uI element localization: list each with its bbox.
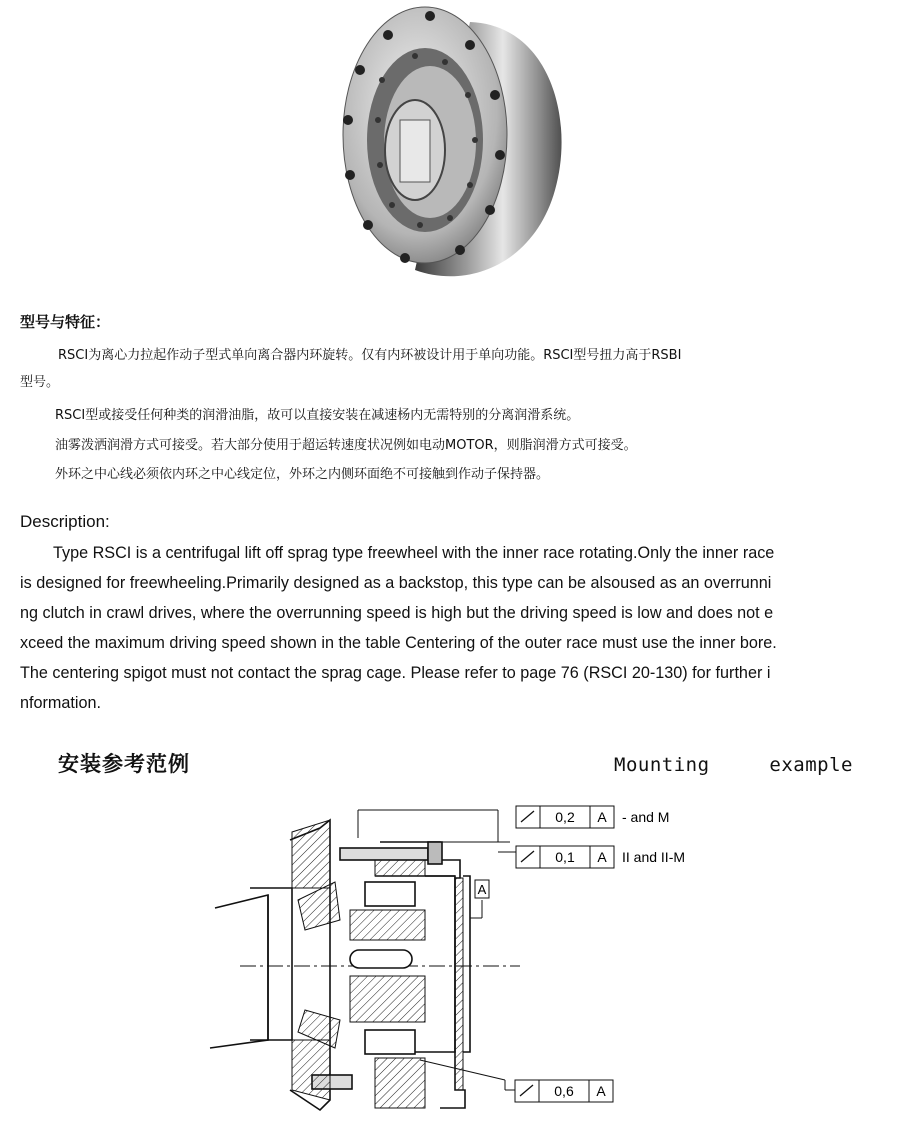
features-heading: 型号与特征： xyxy=(20,313,111,331)
tolerance-frame-2 xyxy=(498,846,685,868)
description-line-5: The centering spigot must not contact the sprag cage. Please refer to page 76 (RSCI 20-130) for further i xyxy=(20,664,771,682)
features-line-4: 油雾泼洒润滑方式可接受。若大部分使用于超运转速度状况例如电动MOTOR，则脂润滑方式可接受。 xyxy=(55,438,637,453)
datum-label: A xyxy=(477,882,487,897)
description-paragraph xyxy=(20,538,886,718)
tolerance-datum-3: A xyxy=(596,1083,606,1099)
description-line-3: ng clutch in crawl drives, where the overrunning speed is high but the driving speed is low and does not e xyxy=(20,604,774,622)
description-line-2: is designed for freewheeling.Primarily designed as a backstop, this type can be alsoused as an overrunni xyxy=(20,574,772,592)
mounting-title-en xyxy=(614,754,853,776)
tolerance-note-2: II and II-M xyxy=(622,849,686,865)
description-line-1: Type RSCI is a centrifugal lift off sprag type freewheel with the inner race rotating.Only the inner race xyxy=(53,544,775,562)
features-line-5: 外环之中心线必须依内环之中心线定位，外环之内侧环面绝不可接触到作动子保持器。 xyxy=(55,467,550,482)
features-line-1: RSCI为离心力拉起作动子型式单向离合器内环旋转。仅有内环被设计用于单向功能。RSCI型号扭力高于RSBI xyxy=(58,348,682,363)
mounting-drawing xyxy=(180,790,740,1137)
tolerance-frame-3 xyxy=(515,1080,613,1102)
tolerance-frame-1 xyxy=(516,806,669,828)
features-line-2: 型号。 xyxy=(20,375,60,390)
mounting-title-en-word-2: example xyxy=(769,754,853,776)
tolerance-value-3: 0,6 xyxy=(554,1083,574,1099)
tolerance-datum-1: A xyxy=(597,809,607,825)
product-photo xyxy=(320,0,580,290)
tolerance-note-1: - and M xyxy=(622,809,670,825)
mounting-title-cn: 安装参考范例 xyxy=(58,752,190,776)
tolerance-value-2: 0,1 xyxy=(555,849,575,865)
mounting-title-en-word-1: Mounting xyxy=(614,754,710,776)
tolerance-value-1: 0,2 xyxy=(555,809,575,825)
description-line-4: xceed the maximum driving speed shown in the table Centering of the outer race must use the inner bore. xyxy=(20,634,777,652)
tolerance-datum-2: A xyxy=(597,849,607,865)
description-heading: Description: xyxy=(20,512,110,531)
features-line-3: RSCI型或接受任何种类的润滑油脂，故可以直接安装在减速杨内无需特别的分离润滑系统。 xyxy=(55,408,580,423)
description-line-6: nformation. xyxy=(20,694,101,712)
